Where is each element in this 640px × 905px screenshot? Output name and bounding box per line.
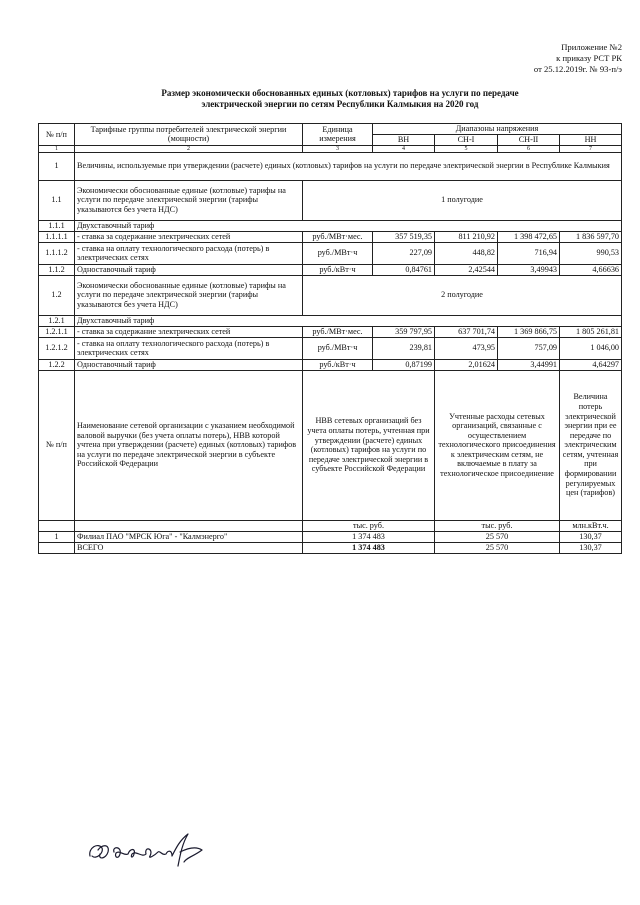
nvv-header-row <box>39 370 622 520</box>
table-header-row <box>39 124 622 135</box>
nvv-header-nvv: НВВ сетевых организаций без учета оплаты потерь, учтенная при утверждении (расчете) единых (котловых) тарифов на услуги по передаче электрической энергии в субъекте Российской Федерации <box>303 370 435 520</box>
header-sn2: СН-II <box>498 134 560 145</box>
value-vn: 0,87199 <box>373 359 435 370</box>
total-losses: 130,37 <box>560 542 622 553</box>
table-row <box>39 220 622 231</box>
row-text: - ставка за содержание электрических сетей <box>75 231 303 242</box>
row-num: 1.1.1.2 <box>39 242 75 264</box>
row-num: 1.2.1 <box>39 315 75 326</box>
table-row <box>39 264 622 275</box>
row-num: 1.1 <box>39 180 75 220</box>
row-num: 1.2.1.2 <box>39 337 75 359</box>
tariff-table <box>38 123 622 554</box>
row-text: - ставка за содержание электрических сетей <box>75 326 303 337</box>
document-title-line-1: Размер экономически обоснованных единых (котловых) тарифов на услуги по передаче <box>161 88 519 98</box>
period-label: 2 полугодие <box>303 275 622 315</box>
org-row <box>39 531 622 542</box>
table-row <box>39 231 622 242</box>
column-index: 2 <box>75 145 303 152</box>
org-costs: 25 570 <box>435 531 560 542</box>
table-row <box>39 180 622 220</box>
costs-unit: тыс. руб. <box>435 520 560 531</box>
row-unit: руб./МВт·мес. <box>303 326 373 337</box>
value-vn: 357 519,35 <box>373 231 435 242</box>
row-text: Экономически обоснованные единые (котловые) тарифы на услуги по передаче электрической энергии (тарифы указываются без учета НДС) <box>75 275 303 315</box>
losses-unit: млн.кВт.ч. <box>560 520 622 531</box>
table-row <box>39 326 622 337</box>
value-nn: 1 836 597,70 <box>560 231 622 242</box>
appendix-order: к приказу РСТ РК <box>556 53 622 63</box>
value-sn1: 473,95 <box>435 337 498 359</box>
handwritten-signature <box>84 826 224 872</box>
value-sn2: 757,09 <box>498 337 560 359</box>
table-row <box>39 275 622 315</box>
table-row <box>39 315 622 326</box>
column-index: 6 <box>498 145 560 152</box>
nvv-header-losses: Величина потерь электрической энергии при ее передаче по электрическим сетям, учтенная при формировании регулируемых цен (тарифов) <box>560 370 622 520</box>
value-nn: 4,64297 <box>560 359 622 370</box>
appendix-date: от 25.12.2019г. № 93-п/э <box>533 64 622 74</box>
appendix-number: Приложение №2 <box>561 42 622 52</box>
table-row <box>39 152 622 180</box>
document-title-line-2: электрической энергии по сетям Республики Калмыкия на 2020 год <box>201 99 479 109</box>
value-sn2: 3,44991 <box>498 359 560 370</box>
row-num: 1.2 <box>39 275 75 315</box>
header-groups: Тарифные группы потребителей электрической энергии (мощности) <box>75 124 303 146</box>
column-index: 7 <box>560 145 622 152</box>
value-nn: 1 046,00 <box>560 337 622 359</box>
row-unit: руб./кВт·ч <box>303 264 373 275</box>
org-name: Филиал ПАО "МРСК Юга" - "Калмэнерго" <box>75 531 303 542</box>
column-index: 3 <box>303 145 373 152</box>
header-unit: Единица измерения <box>303 124 373 146</box>
row-num: 1 <box>39 152 75 180</box>
row-text: Двухставочный тариф <box>75 315 622 326</box>
row-text: - ставка на оплату технологического расхода (потерь) в электрических сетях <box>75 337 303 359</box>
period-label: 1 полугодие <box>303 180 622 220</box>
header-nn: НН <box>560 134 622 145</box>
value-sn1: 811 210,92 <box>435 231 498 242</box>
row-text: Экономически обоснованные единые (котловые) тарифы на услуги по передаче электрической энергии (тарифы указываются без учета НДС) <box>75 180 303 220</box>
total-costs: 25 570 <box>435 542 560 553</box>
table-row <box>39 359 622 370</box>
header-voltage-ranges: Диапазоны напряжения <box>373 124 622 135</box>
column-index: 5 <box>435 145 498 152</box>
nvv-header-name: Наименование сетевой организации с указанием необходимой валовой выручки (без учета оплаты потерь), НВВ которой учтена при утверждении (расчете) единых (котловых) тарифов на услуги по передаче электрической энергии в субъекте Российской Федерации <box>75 370 303 520</box>
org-nvv: 1 374 483 <box>303 531 435 542</box>
nvv-units-row <box>39 520 622 531</box>
appendix-note <box>534 42 622 75</box>
header-vn: ВН <box>373 134 435 145</box>
value-sn2: 3,49943 <box>498 264 560 275</box>
row-num: 1.1.1.1 <box>39 231 75 242</box>
org-losses: 130,37 <box>560 531 622 542</box>
row-text: Одноставочный тариф <box>75 264 303 275</box>
nvv-header-costs: Учтенные расходы сетевых организаций, связанные с осуществлением технологического присоединения к электрическим сетям, не включаемые в плату за технологическое присоединение <box>435 370 560 520</box>
row-text: Двухставочный тариф <box>75 220 622 231</box>
nvv-header-num: № п/п <box>39 370 75 520</box>
value-sn1: 2,01624 <box>435 359 498 370</box>
column-index: 4 <box>373 145 435 152</box>
table-row <box>39 337 622 359</box>
row-unit: руб./МВт·ч <box>303 242 373 264</box>
value-sn1: 448,82 <box>435 242 498 264</box>
column-index-row <box>39 145 622 152</box>
row-num: 1.2.2 <box>39 359 75 370</box>
value-sn2: 1 398 472,65 <box>498 231 560 242</box>
row-unit: руб./МВт·мес. <box>303 231 373 242</box>
row-unit: руб./кВт·ч <box>303 359 373 370</box>
row-text: Величины, используемые при утверждении (расчете) единых (котловых) тарифов на услуги по передаче электрической энергии в Республике Калмыкия <box>75 152 622 180</box>
row-num: 1.2.1.1 <box>39 326 75 337</box>
header-num: № п/п <box>39 124 75 146</box>
row-unit: руб./МВт·ч <box>303 337 373 359</box>
row-num: 1.1.1 <box>39 220 75 231</box>
value-vn: 0,84761 <box>373 264 435 275</box>
value-vn: 239,81 <box>373 337 435 359</box>
value-sn2: 1 369 866,75 <box>498 326 560 337</box>
row-text: Одноставочный тариф <box>75 359 303 370</box>
total-row <box>39 542 622 553</box>
document-title <box>60 88 620 110</box>
total-label: ВСЕГО <box>75 542 303 553</box>
total-nvv: 1 374 483 <box>303 542 435 553</box>
value-nn: 990,53 <box>560 242 622 264</box>
value-sn1: 2,42544 <box>435 264 498 275</box>
table-row <box>39 242 622 264</box>
org-num: 1 <box>39 531 75 542</box>
row-text: - ставка на оплату технологического расхода (потерь) в электрических сетях <box>75 242 303 264</box>
nvv-unit: тыс. руб. <box>303 520 435 531</box>
value-nn: 4,66636 <box>560 264 622 275</box>
column-index: 1 <box>39 145 75 152</box>
header-sn1: СН-I <box>435 134 498 145</box>
value-vn: 227,09 <box>373 242 435 264</box>
value-sn2: 716,94 <box>498 242 560 264</box>
row-num: 1.1.2 <box>39 264 75 275</box>
value-nn: 1 805 261,81 <box>560 326 622 337</box>
value-sn1: 637 701,74 <box>435 326 498 337</box>
value-vn: 359 797,95 <box>373 326 435 337</box>
